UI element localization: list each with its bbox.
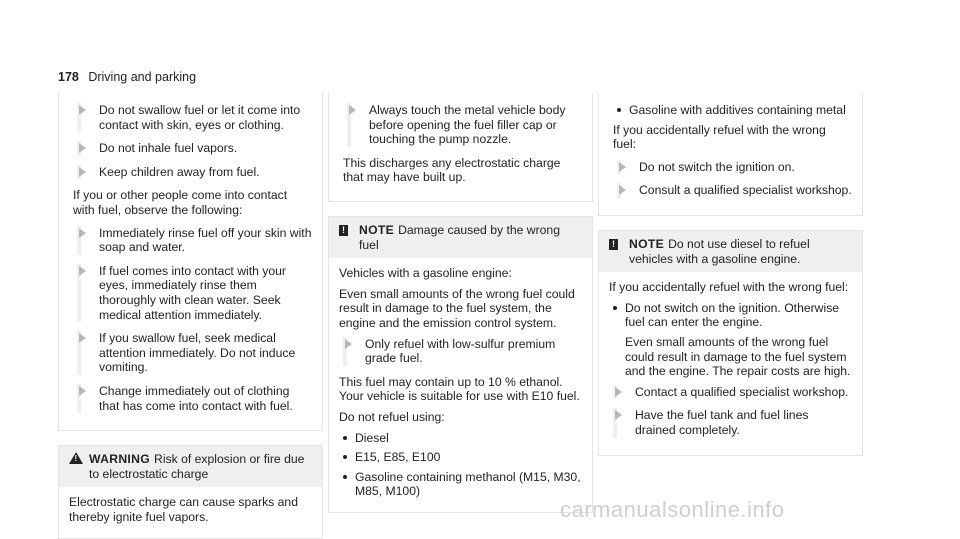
bullet-item: E15, E85, E100 — [339, 450, 582, 465]
warning-box — [58, 445, 323, 539]
section-title: Driving and parking — [88, 70, 197, 84]
step-item: Only refuel with low-sulfur premium grade fuel. — [339, 337, 582, 366]
arrow-icon — [619, 185, 626, 195]
step-item: Immediately rinse fuel off your skin with soap and water. — [73, 226, 312, 255]
step-item: Always touch the metal vehicle body before opening the fuel filler cap or touching the pump nozzle. — [343, 103, 582, 147]
arrow-icon — [345, 339, 352, 349]
bullet-item: Do not switch on the ignition. Otherwise fuel can enter the engine. — [609, 301, 852, 330]
step-item: Do not switch the ignition on. — [613, 160, 852, 175]
continued-warning-body — [328, 93, 593, 202]
note-body: If you accidentally refuel with the wrong fuel: Do not switch on the ignition. Otherwise fuel can enter the engine. Even small amounts of the wrong fuel could result in damage to the fuel system and the engine. The repair costs are high. Contact a qualified specialist workshop. Have the fuel tank and fuel lines drained completely. — [609, 280, 851, 437]
continued-note-body — [598, 93, 863, 216]
arrow-icon — [619, 162, 626, 172]
arrow-icon — [79, 167, 86, 177]
step-item: Contact a qualified specialist workshop. — [609, 385, 852, 400]
arrow-icon — [615, 387, 622, 397]
watermark: carmanualsonline.info — [560, 497, 785, 522]
step-item: Have the fuel tank and fuel lines drained completely. — [609, 408, 852, 437]
step-item: Keep children away from fuel. — [73, 165, 312, 180]
paragraph: If you accidentally refuel with the wrong fuel: — [613, 122, 826, 152]
arrow-icon — [615, 410, 622, 420]
step-item: Change immediately out of clothing that has come into contact with fuel. — [73, 384, 312, 413]
bullet-item: Gasoline with additives containing metal — [613, 103, 852, 118]
step-item: Do not swallow fuel or let it come into contact with skin, eyes or clothing. — [73, 103, 312, 132]
warning-header: ! WARNING Risk of explosion or fire due to electrostatic charge — [59, 446, 322, 487]
note-icon: ! — [339, 225, 348, 236]
paragraph: If you or other people come into contact with fuel, observe the following: — [73, 188, 288, 217]
note-header: ! NOTE Do not use diesel to refuel vehicles with a gasoline engine. — [599, 231, 862, 272]
column-1 — [58, 93, 323, 539]
column-2 — [328, 93, 593, 513]
column-3 — [598, 93, 863, 456]
step-item: If fuel comes into contact with your eyes, immediately rinse them thoroughly with clean water. Seek medical attention immediately. — [73, 264, 312, 322]
page-number: 178 — [58, 70, 79, 84]
arrow-icon — [79, 105, 86, 115]
paragraph: This discharges any electrostatic charge that may have built up. — [343, 155, 561, 185]
step-item: If you swallow fuel, seek medical attention immediately. Do not induce vomiting. — [73, 331, 312, 375]
note-body: Vehicles with a gasoline engine: Even small amounts of the wrong fuel could result in damage to the fuel system, the engine and the emission control system. Only refuel with low-sulfur premium grade fuel. This fuel may contain up to 10 % ethanol. Your vehicle is suitable for use with E10 fuel. Do not refuel using: Diesel E15, E85, E100 Gasoline containing methanol (M15, M30, M85, M100) — [339, 266, 581, 499]
note-box — [598, 230, 863, 456]
page-header — [58, 70, 196, 85]
note-header: ! NOTE Damage caused by the wrong fuel — [329, 217, 592, 258]
note-icon: ! — [609, 239, 618, 250]
warning-body: Electrostatic charge can cause sparks and thereby ignite fuel vapors. — [69, 495, 298, 524]
continued-warning-body — [58, 93, 323, 431]
arrow-icon — [349, 105, 356, 115]
bullet-item: Diesel — [339, 431, 582, 446]
step-item: Consult a qualified specialist workshop. — [613, 183, 852, 198]
arrow-icon — [79, 386, 86, 396]
arrow-icon — [79, 143, 86, 153]
step-item: Do not inhale fuel vapors. — [73, 141, 312, 156]
bullet-item: Gasoline containing methanol (M15, M30, M85, M100) — [339, 470, 582, 499]
arrow-icon — [79, 266, 86, 276]
arrow-icon — [79, 333, 86, 343]
note-box — [328, 216, 593, 513]
arrow-icon — [79, 228, 86, 238]
